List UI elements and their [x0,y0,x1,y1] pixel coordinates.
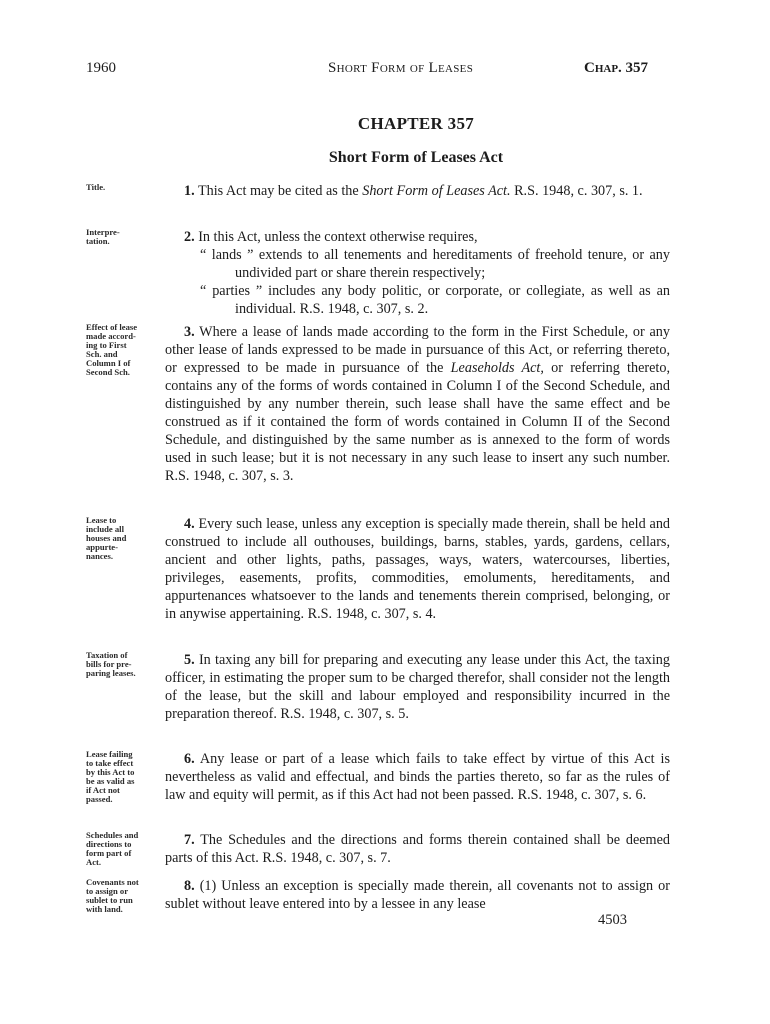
section-number: 7. [184,832,195,848]
section-text: This Act may be cited as the [197,183,363,199]
definition-parties: “ parties ” includes any body politic, or corporate, or collegiate, as well as an individual. R.S. 1948, c. 307, s. 2. [200,283,670,317]
section-number: 6. [184,751,195,767]
chapter-label: Chap. 357 [584,60,649,76]
citation: R.S. 1948, c. 307, s. 1. [510,183,643,199]
section-text: In taxing any bill for preparing and executing any lease under this Act, the taxing officer, in estimating the proper sum to be charged therefor, shall consider not the length of the lease, but the skill and labour employed and responsibility incurred in the preparation thereof. R.S. 1948, c. 307, s. 5. [165,652,670,722]
section-number: 5. [184,652,195,668]
running-title: Short Form of Leases [328,60,474,76]
act-title: Short Form of Leases Act [328,149,504,166]
section-text-cont: or referring thereto, contains any of the forms of words contained in Column I of the Second Schedule, and distinguished by any number therein, such lease shall have the same effect and be construed as if it contained the form of words contained in Column II of the Second Schedule, and distinguished by the same number as is annexed to the form of words used in such lease; but it is not necessary in any such lease to insert any such number. R.S. 1948, c. 307, s. 3. [165,360,670,484]
margin-note-lease-to-include: Lease to include all houses and appurte- nances. [86,515,127,561]
margin-note-interpretation: Interpre- tation. [86,227,120,246]
section-text: In this Act, unless the context otherwise requires, [198,229,478,245]
margin-note-effect-of-lease: Effect of lease made accord- ing to First Sch. and Column I of Second Sch. [86,322,138,377]
section-number: 1. [184,183,195,199]
section-number: 8. [184,878,195,894]
leaseholds-act-title: Leaseholds Act, [450,360,544,376]
section-text: Any lease or part of a lease which fails to take effect by virtue of this Act is nevertheless as valid and effectual, and binds the parties thereto, so far as the rules of law and equity will permit, as if this Act had not been passed. R.S. 1948, c. 307, s. 6. [165,751,671,803]
section-4 [165,515,670,623]
section-number: 4. [184,516,195,532]
section-number: 3. [184,324,195,340]
margin-note-title: Title. [86,182,106,192]
margin-note-lease-failing: Lease failing to take effect by this Act to be as valid as if Act not passed. [86,749,135,804]
header-year: 1960 [86,60,116,76]
act-short-title: Short Form of Leases Act. [362,183,511,199]
section-3 [165,323,670,485]
section-6 [165,750,670,804]
section-text: Where a lease of lands made according to the form in the First Schedule, or any other lease of lands expressed to be made in pursuance of this Act, or referring thereto, or expressed to be made in pursuance of the [165,324,670,376]
section-text: Every such lease, unless any exception is specially made therein, shall be held and construed to include all outhouses, buildings, barns, stables, yards, gardens, cellars, ancient and other lights, paths, passages, ways, waters, watercourses, liberties, privileges, easements, profits, commodities, emoluments, hereditaments, and appurtenances whatsoever to the lands and tenements therein comprised, belonging, or in anywise appertaining. R.S. 1948, c. 307, s. 4. [165,516,671,622]
section-8 [165,877,670,913]
margin-note-covenants: Covenants not to assign or sublet to run with land. [86,877,139,914]
margin-note-taxation: Taxation of bills for pre- paring leases. [86,650,136,678]
definition-lands: “ lands ” extends to all tenements and hereditaments of freehold tenure, or any undivided part or share therein respectively; [200,247,670,281]
section-text: The Schedules and the directions and forms therein contained shall be deemed parts of this Act. R.S. 1948, c. 307, s. 7. [165,832,670,866]
section-1 [165,182,670,200]
chapter-heading: CHAPTER 357 [357,114,475,133]
page-number: 4503 [598,912,627,928]
section-5 [165,651,670,723]
section-text: (1) Unless an exception is specially made therein, all covenants not to assign or sublet without leave entered into by a lessee in any lease [165,878,670,912]
section-7 [165,831,670,867]
section-2 [165,228,670,246]
margin-note-schedules: Schedules and directions to form part of Act. [86,830,139,867]
section-number: 2. [184,229,195,245]
